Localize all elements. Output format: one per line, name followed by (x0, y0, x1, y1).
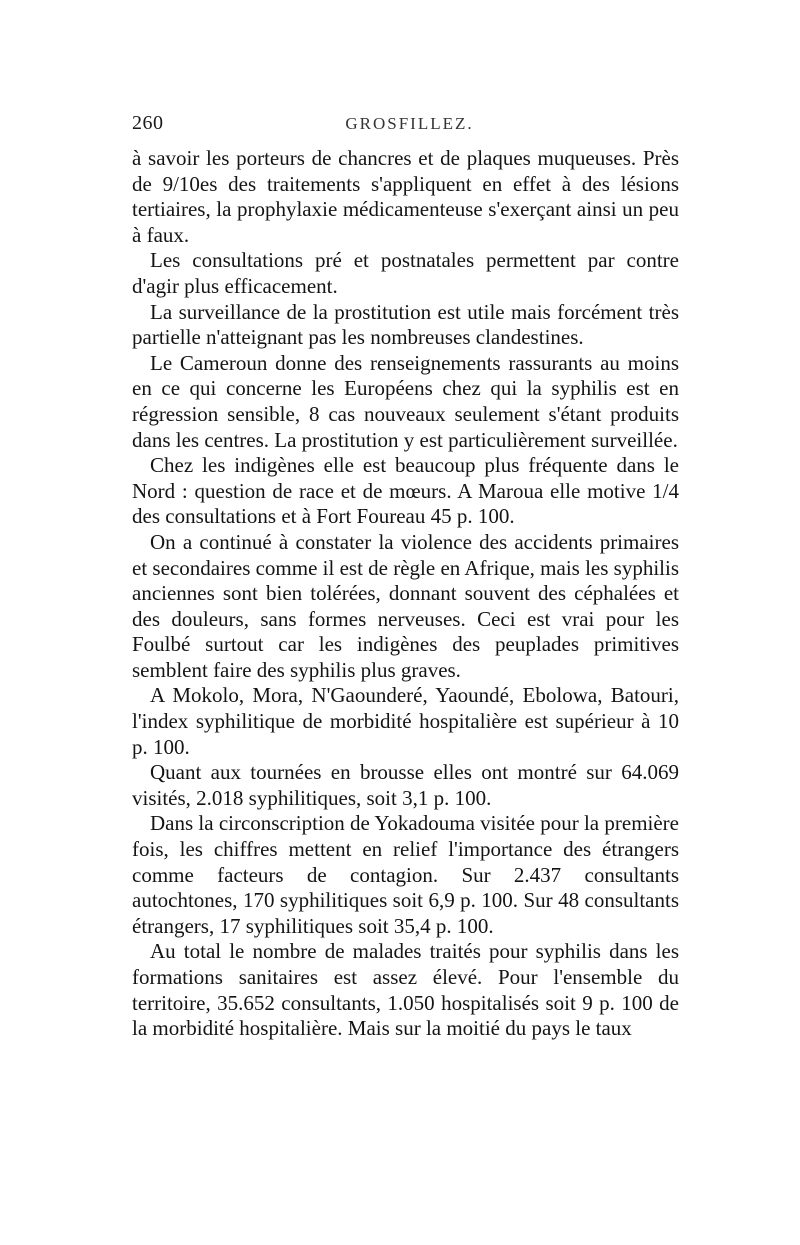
paragraph: à savoir les porteurs de chancres et de plaques muqueuses. Près de 9/10es des traitements s'appliquent en effet à des lésions tertiaires, la prophylaxie médicamenteuse s'exerçant ainsi un peu à faux. (132, 146, 679, 247)
page-number: 260 (132, 112, 164, 134)
paragraph: Les consultations pré et postnatales permettent par contre d'agir plus efficacement. (132, 248, 679, 298)
paragraph: Le Cameroun donne des renseignements rassurants au moins en ce qui concerne les Européens chez qui la syphilis est en régression sensible, 8 cas nouveaux seulement s'étant produits dans les centres. La prostitution y est particulièrement surveillée. (132, 350, 679, 452)
paragraph: Chez les indigènes elle est beaucoup plus fréquente dans le Nord : question de race et de mœurs. A Maroua elle motive 1/4 des consultations et à Fort Foureau 45 p. 100. (132, 453, 679, 529)
paragraph: Au total le nombre de malades traités pour syphilis dans les formations sanitaires est assez élevé. Pour l'ensemble du territoire, 35.652 consultants, 1.050 hospitalisés soit 9 p. 100 de la morbidité hospitalière. Mais sur la moitié du pays le taux (132, 939, 679, 1041)
paragraph: A Mokolo, Mora, N'Gaounderé, Yaoundé, Ebolowa, Batouri, l'index syphilitique de morbidité hospitalière est supérieur à 10 p. 100. (132, 683, 679, 759)
paragraph: Quant aux tournées en brousse elles ont montré sur 64.069 visités, 2.018 syphilitiques, soit 3,1 p. 100. (132, 760, 679, 810)
paragraph: La surveillance de la prostitution est utile mais forcément très partielle n'atteignant pas les nombreuses clandestines. (132, 299, 679, 350)
running-title: GROSFILLEZ. (345, 114, 474, 133)
body-text (132, 146, 679, 1042)
paragraph: On a continué à constater la violence des accidents primaires et secondaires comme il est de règle en Afrique, mais les syphilis anciennes sont bien tolérées, donnant souvent des céphalées et des douleurs, sans formes nerveuses. Ceci est vrai pour les Foulbé surtout car les indigènes des peuplades primitives semblent faire des syphilis plus graves. (132, 529, 680, 682)
paragraph: Dans la circonscription de Yokadouma visitée pour la première fois, les chiffres mettent en relief l'importance des étrangers comme facteurs de contagion. Sur 2.437 consultants autochtones, 170 syphilitiques soit 6,9 p. 100. Sur 48 consultants étrangers, 17 syphilitiques soit 35,4 p. 100. (132, 811, 679, 938)
running-header (132, 112, 687, 144)
